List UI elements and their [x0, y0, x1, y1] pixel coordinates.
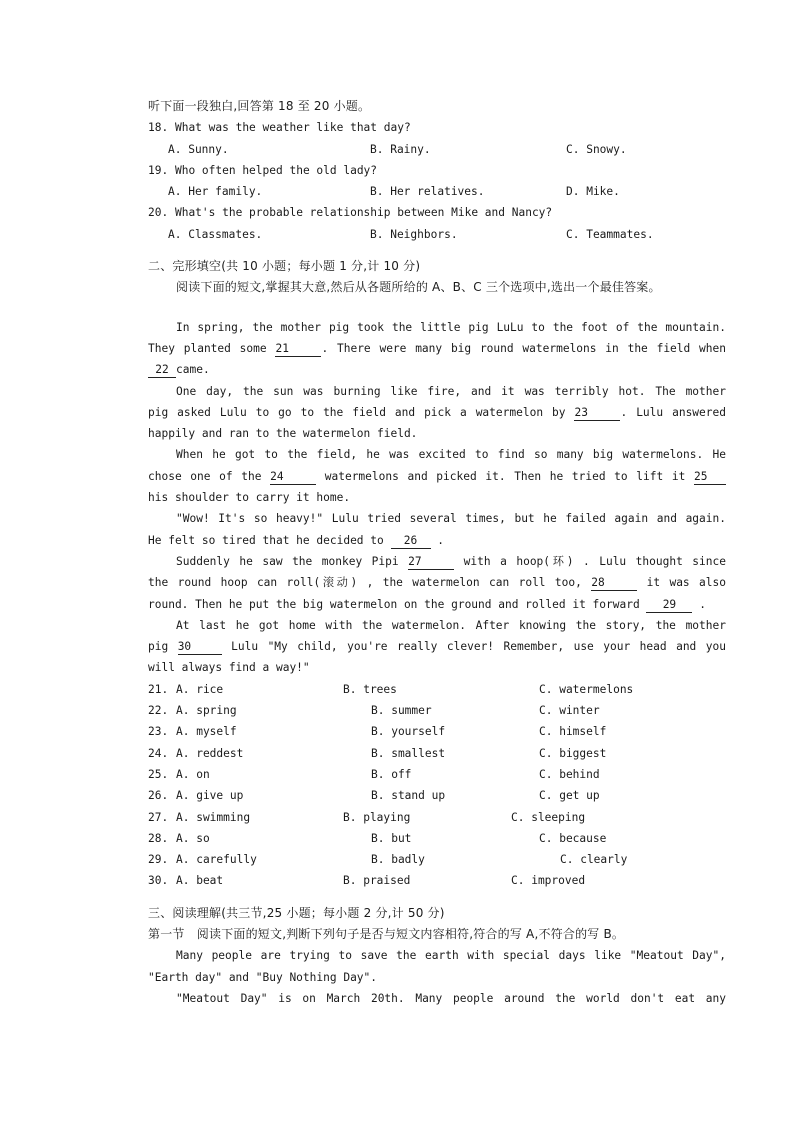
passage-line: pig asked Lulu to go to the field and pick a watermelon by 23 . Lulu answered: [148, 405, 726, 419]
question-number: 19.: [148, 163, 169, 177]
passage-line: Many people are trying to save the earth with special days like "Meatout Day",: [176, 949, 726, 963]
option-c[interactable]: C. improved: [511, 874, 586, 888]
passage-line: They planted some 21 . There were many big round watermelons in the field when: [148, 341, 726, 355]
option-a[interactable]: A. so: [176, 831, 210, 845]
option-c[interactable]: C. winter: [539, 704, 600, 718]
blank-24[interactable]: 24: [270, 470, 316, 485]
option-b[interactable]: B. playing: [343, 810, 411, 824]
passage-line: In spring, the mother pig took the little pig LuLu to the foot of the mountain.: [176, 320, 726, 334]
option-b[interactable]: B. trees: [343, 682, 397, 696]
passage-line: round. Then he put the big watermelon on the ground and rolled it forward 29 .: [148, 597, 706, 611]
option-c[interactable]: C. Snowy.: [566, 142, 627, 156]
listening-question-18: [148, 117, 726, 160]
blank-25[interactable]: 25: [694, 470, 726, 485]
passage-line: One day, the sun was burning like fire, and it was terribly hot. The mother: [176, 384, 726, 398]
question-number: 20.: [148, 206, 169, 220]
section-3-part-1-instruction: 第一节 阅读下面的短文,判断下列句子是否与短文内容相符,符合的写 A,不符合的写 B。: [148, 926, 625, 941]
blank-21[interactable]: 21: [275, 342, 321, 357]
option-row-30: 30. A. beat B. praised C. improved: [148, 870, 726, 891]
cloze-options: [148, 679, 726, 892]
blank-30[interactable]: 30: [178, 640, 222, 655]
section-2-heading: 二、完形填空(共 10 小题；每小题 1 分,计 10 分): [148, 259, 421, 274]
question-number: 18.: [148, 121, 169, 135]
listening-question-19: [148, 160, 726, 203]
blank-22[interactable]: 22: [148, 363, 176, 378]
passage-line: the round hoop can roll(滚动) , the watermelon can roll too, 28 it was also: [148, 576, 726, 590]
blank-26[interactable]: 26: [391, 534, 431, 549]
option-c[interactable]: C. Teammates.: [566, 227, 654, 241]
option-a[interactable]: A. on: [176, 767, 210, 781]
question-text: What was the weather like that day?: [174, 121, 411, 135]
option-row-21: 21. A. rice B. trees C. watermelons: [148, 679, 726, 700]
option-b[interactable]: B. stand up: [371, 789, 446, 803]
passage-line: He felt so tired that he decided to 26 .: [148, 533, 444, 547]
option-a[interactable]: A. myself: [176, 725, 237, 739]
cloze-passage: [148, 317, 726, 679]
option-row-24: 24. A. reddest B. smallest C. biggest: [148, 743, 726, 764]
option-c[interactable]: C. behind: [539, 767, 600, 781]
section-3-heading: 三、阅读理解(共三节,25 小题；每小题 2 分,计 50 分): [148, 905, 445, 920]
passage-line: pig 30 Lulu "My child, you're really clever! Remember, use your head and you: [148, 640, 726, 654]
option-b[interactable]: B. yourself: [371, 725, 446, 739]
passage-line: "Meatout Day" is on March 20th. Many people around the world don't eat any: [176, 991, 726, 1005]
passage-line: chose one of the 24 watermelons and picked it. Then he tried to lift it 25: [148, 466, 726, 487]
passage-line: At last he got home with the watermelon. After knowing the story, the mother: [176, 618, 726, 632]
passage-line: happily and ran to the watermelon field.: [148, 427, 418, 441]
option-a[interactable]: A. rice: [176, 682, 224, 696]
option-row-26: 26. A. give up B. stand up C. get up: [148, 785, 726, 806]
option-a[interactable]: A. carefully: [176, 853, 257, 867]
option-b[interactable]: B. praised: [343, 874, 411, 888]
exam-page: [148, 96, 726, 1009]
option-b[interactable]: B. off: [371, 767, 412, 781]
passage-line: "Earth day" and "Buy Nothing Day".: [148, 970, 378, 984]
passage-line: will always find a way!": [148, 661, 310, 675]
option-c[interactable]: C. clearly: [560, 853, 628, 867]
option-c[interactable]: C. get up: [539, 789, 600, 803]
option-a[interactable]: A. Her family.: [168, 185, 263, 199]
passage-line: his shoulder to carry it home.: [148, 491, 351, 505]
option-c[interactable]: C. biggest: [539, 746, 607, 760]
option-b[interactable]: B. Neighbors.: [370, 227, 458, 241]
option-a[interactable]: A. give up: [176, 789, 244, 803]
option-a[interactable]: A. swimming: [176, 810, 251, 824]
passage-line: "Wow! It's so heavy!" Lulu tried several times, but he failed again and again.: [176, 512, 726, 526]
option-row-22: 22. A. spring B. summer C. winter: [148, 700, 726, 721]
option-row-27: 27. A. swimming B. playing C. sleeping: [148, 807, 726, 828]
section-2-instruction: 阅读下面的短文,掌握其大意,然后从各题所给的 A、B、C 三个选项中,选出一个最佳答案。: [176, 280, 661, 295]
option-row-25: 25. A. on B. off C. behind: [148, 764, 726, 785]
blank-28[interactable]: 28: [591, 576, 637, 591]
option-c[interactable]: C. himself: [539, 725, 607, 739]
option-b[interactable]: B. badly: [371, 853, 425, 867]
question-text: Who often helped the old lady?: [174, 163, 378, 177]
blank-23[interactable]: 23: [574, 406, 620, 421]
option-row-28: 28. A. so B. but C. because: [148, 828, 726, 849]
question-text: What's the probable relationship between Mike and Nancy?: [174, 206, 553, 220]
option-d[interactable]: D. Mike.: [566, 185, 620, 199]
blank-27[interactable]: 27: [408, 555, 454, 570]
passage-line: When he got to the field, he was excited to find so many big watermelons. He: [176, 448, 726, 462]
option-a[interactable]: A. spring: [176, 704, 237, 718]
option-c[interactable]: C. sleeping: [511, 810, 586, 824]
listening-intro: 听下面一段独白,回答第 18 至 20 小题。: [148, 99, 371, 113]
option-row-23: 23. A. myself B. yourself C. himself: [148, 721, 726, 742]
option-b[interactable]: B. Her relatives.: [370, 185, 485, 199]
passage-line: 22 came.: [148, 359, 726, 380]
option-a[interactable]: A. Classmates.: [168, 227, 263, 241]
listening-question-20: [148, 202, 726, 245]
blank-29[interactable]: 29: [646, 598, 692, 613]
option-b[interactable]: B. Rainy.: [370, 142, 431, 156]
option-b[interactable]: B. smallest: [371, 746, 446, 760]
passage-line: Suddenly he saw the monkey Pipi 27 with a hoop(环) . Lulu thought since: [176, 554, 726, 568]
option-c[interactable]: C. watermelons: [539, 682, 634, 696]
option-a[interactable]: A. beat: [176, 874, 224, 888]
option-c[interactable]: C. because: [539, 831, 607, 845]
option-a[interactable]: A. reddest: [176, 746, 244, 760]
option-row-29: 29. A. carefully B. badly C. clearly: [148, 849, 726, 870]
option-b[interactable]: B. but: [371, 831, 412, 845]
option-b[interactable]: B. summer: [371, 704, 432, 718]
option-a[interactable]: A. Sunny.: [168, 142, 229, 156]
